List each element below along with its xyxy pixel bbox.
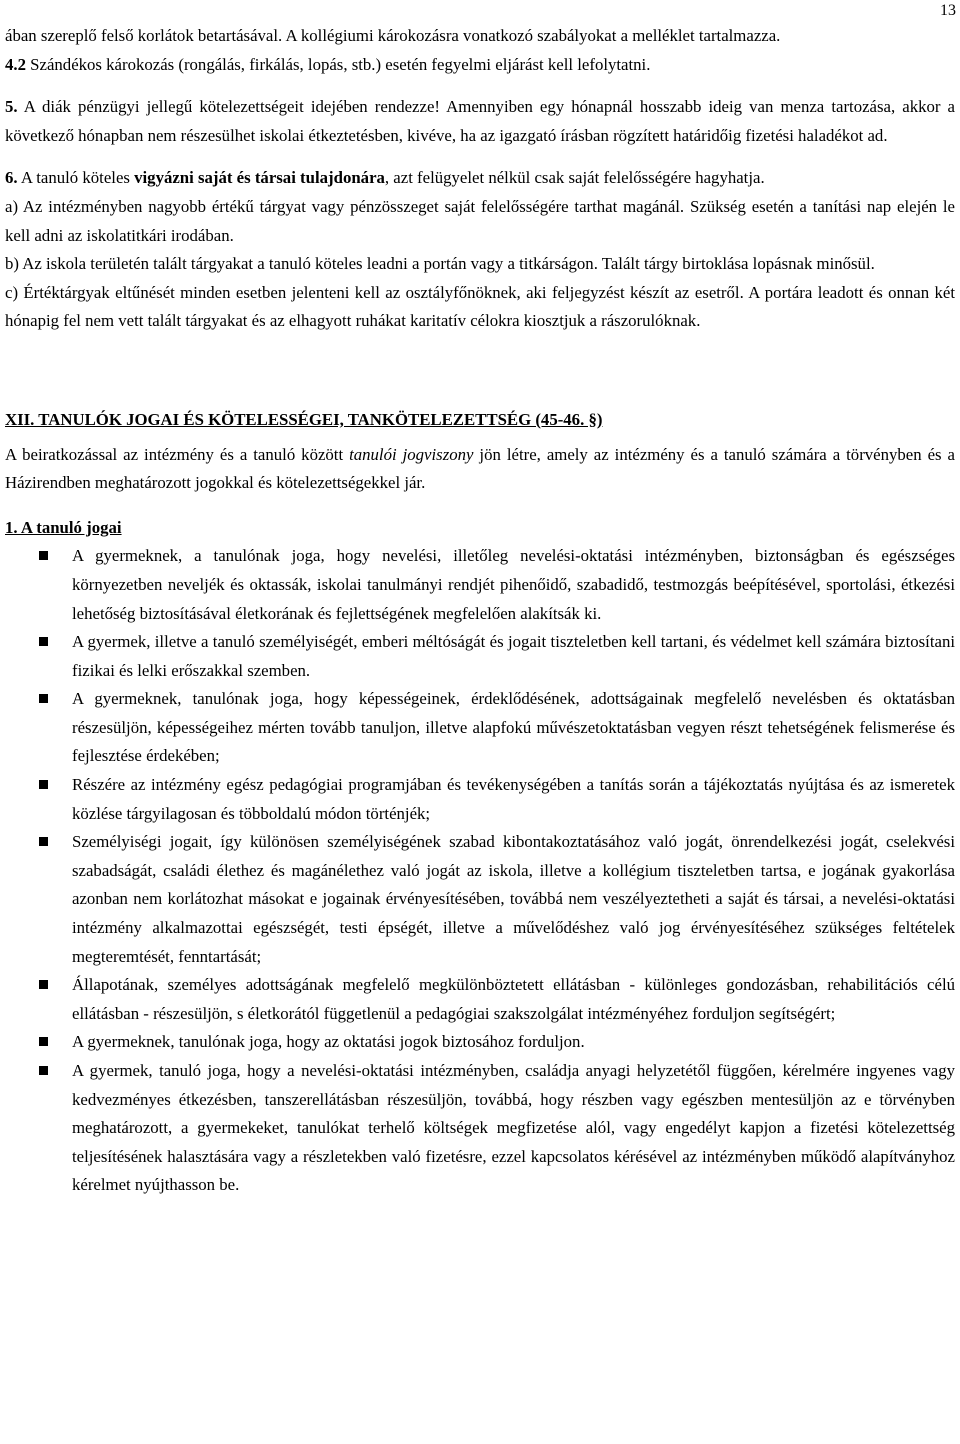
document-body	[5, 22, 955, 1200]
intro-italic-term: tanulói jogviszony	[349, 444, 474, 464]
rule-text: Szándékos károkozás (rongálás, firkálás, lopás, stb.) esetén fegyelmi eljárást kell lefolytatni.	[25, 54, 651, 74]
list-item	[72, 828, 955, 971]
rule-number: 5.	[5, 97, 18, 117]
square-bullet-icon	[39, 551, 48, 560]
square-bullet-icon	[39, 1066, 48, 1075]
rule-6-a: a) Az intézményben nagyobb értékű tárgyat vagy pénzösszeget saját felelősségére tarthat magánál. Szükség esetén a tanítási nap elején le kell adni az iskolatitkári irodában.	[5, 196, 955, 245]
section-intro	[5, 441, 955, 498]
rule-lead: A tanuló köteles	[17, 168, 135, 188]
list-item-text: A gyermek, tanuló joga, hogy a nevelési-oktatási intézményben, családja anyagi helyzetétől függően, kérelmére ingyenes vagy kedvezményes étkezésben, tanszerellátásban részesüljön, továbbá, hogy részben vagy egészben mentesüljön az e törvényben meghatározott, a gyermekeket, tanulókat terhelő költségek megfizetése alól, vagy engedélyt kapjon a fizetési kötelezettség teljesítésének halasztására vagy a részletekben való fizetésre, ezzel kapcsolatos kérésével az intézményben működő alapítványhoz kérelmet nyújthasson be.	[72, 1061, 955, 1195]
rule-tail: , azt felügyelet nélkül csak saját felelősségére hagyhatja.	[384, 168, 765, 188]
section-heading: XII. TANULÓK JOGAI ÉS KÖTELESSÉGEI, TANKÖTELEZETTSÉG (45-46. §)	[5, 409, 603, 429]
square-bullet-icon	[39, 780, 48, 789]
rule-number: 4.2	[5, 54, 26, 74]
list-item	[72, 628, 955, 685]
list-item	[72, 971, 955, 1028]
square-bullet-icon	[39, 980, 48, 989]
rule-6-b: b) Az iskola területén talált tárgyakat a tanuló köteles leadni a portán vagy a titkárságon. Talált tárgy birtoklása lopásnak minősül.	[5, 254, 875, 274]
list-item-text: A gyermek, illetve a tanuló személyiségét, emberi méltóságát és jogait tiszteletben kell tartani, és védelmet kell számára biztosítani fizikai és lelki erőszakkal szemben.	[72, 632, 955, 680]
page-number: 13	[940, 2, 956, 19]
intro-lead: A beiratkozással az intézmény és a tanuló között	[5, 444, 350, 464]
list-item-text: Személyiségi jogait, így különösen személyiségének szabad kibontakoztatásához való jogát, önrendelkezési jogát, cselekvési szabadságát, családi élethez és magánélethez való jogát az iskola, illetve a kollégium tiszteletben tartsa, e jogának gyakorlása azonban nem korlátozhat másokat e jogainak érvényesítésében, továbbá nem veszélyeztetheti a saját és társai, a nevelési-oktatási intézmény alkalmazottai egészségét, testi épségét, illetve a művelődéshez való jog érvényesítéséhez szükséges feltételek megteremtését, fenntartását;	[72, 832, 955, 966]
rule-6	[5, 164, 955, 193]
list-item	[72, 685, 955, 771]
list-item	[72, 1028, 955, 1057]
list-item	[72, 542, 955, 628]
rule-6-c: c) Értéktárgyak eltűnését minden esetben jelenteni kell az osztályfőnöknek, aki feljegyzést készít az esetről. A portára leadott és onnan két hónapig fel nem vett talált tárgyakat és az elhagyott ruhákat karitatív célokra kiosztjuk a rászorulóknak.	[5, 282, 955, 331]
list-item-text: A gyermeknek, tanulónak joga, hogy képességeinek, érdeklődésének, adottságainak megfelelő nevelésben és oktatásban részesüljön, képességeihez mérten tovább tanuljon, illetve alapfokú művészetoktatásban vegyen részt tehetségének felismerése és fejlesztése érdekében;	[72, 689, 955, 766]
rule-4-2	[5, 51, 955, 80]
list-item-text: Részére az intézmény egész pedagógiai programjában és tevékenységében a tanítás során a tájékoztatás nyújtása és az ismeretek közlése tárgyilagosan és többoldalú módon történjék;	[72, 775, 955, 823]
square-bullet-icon	[39, 694, 48, 703]
list-item-text: Állapotának, személyes adottságának megfelelő megkülönböztetett ellátásban - különleges gondozásban, rehabilitációs célú ellátásban - részesüljön, s életkorától függetlenül a pedagógiai szakszolgálat intézményéhez forduljon segítségért;	[72, 975, 955, 1023]
intro-paragraph: ában szereplő felső korlátok betartásával. A kollégiumi károkozásra vonatkozó szabályokat a melléklet tartalmazza.	[5, 26, 781, 45]
square-bullet-icon	[39, 1037, 48, 1046]
square-bullet-icon	[39, 837, 48, 846]
intro-tail: jön létre, amely az intézmény és a tanuló számára a törvényben és a Házirendben meghatározott jogokkal és kötelezettségekkel jár.	[5, 444, 955, 493]
square-bullet-icon	[39, 637, 48, 646]
list-item	[72, 1057, 955, 1200]
rule-emphasis: vigyázni saját és társai tulajdonára	[134, 168, 385, 188]
list-item-text: A gyermeknek, tanulónak joga, hogy az oktatási jogok biztosához forduljon.	[72, 1032, 585, 1052]
rule-number: 6.	[5, 168, 18, 188]
rule-text: A diák pénzügyi jellegű kötelezettségeit idejében rendezze! Amennyiben egy hónapnál hosszabb ideig van menza tartozása, akkor a következő hónapban nem részesülhet iskolai étkeztetésben, kivéve, ha az igazgató írásban rögzített határidőig fizetési haladékot ad.	[5, 97, 955, 145]
subsection-heading: 1. A tanuló jogai	[5, 517, 122, 537]
rights-list	[5, 542, 955, 1200]
rule-5	[5, 93, 955, 150]
list-item-text: A gyermeknek, a tanulónak joga, hogy nevelési, illetőleg nevelési-oktatási intézményben, biztonságban és egészséges környezetben neveljék és oktassák, iskolai tanulmányi rendjét pihenőidő, szabadidő, testmozgás beépítésével, sportolási, étkezési lehetőség biztosításával életkorának és fejlettségének megfelelően alakítsák ki.	[72, 546, 955, 623]
list-item	[72, 771, 955, 828]
